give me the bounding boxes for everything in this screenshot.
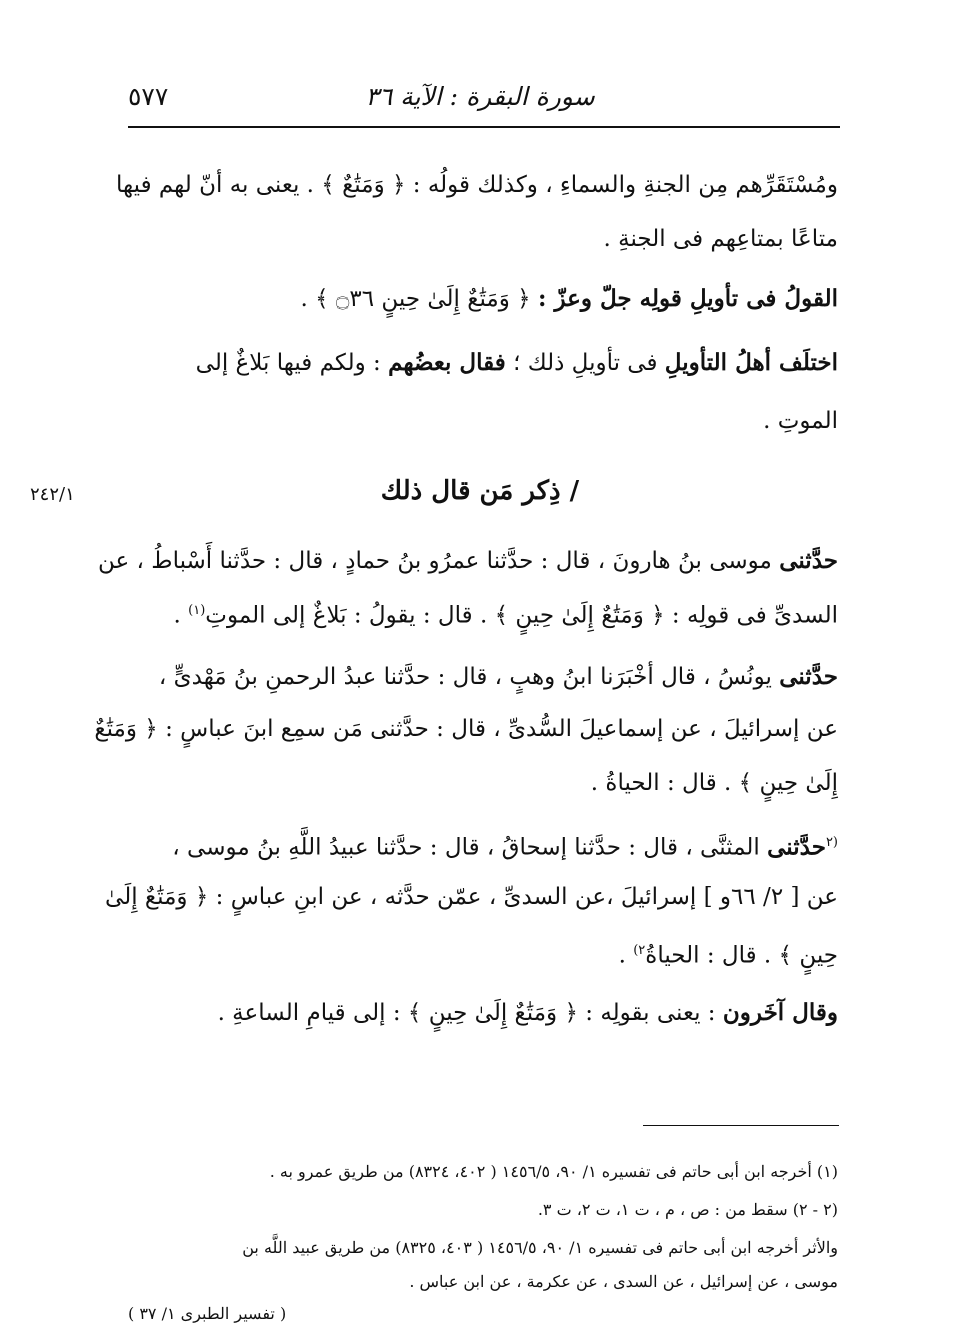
page-number: ٥٧٧	[128, 82, 169, 111]
text-segment: حِينٍ ﴾ . قال : الحياةُ	[645, 942, 838, 969]
text-segment: : يعنى بقولِه : ﴿ وَمَتَٰعٌ إِلَىٰ حِينٍ ﴾ : إلى قيامِ الساعةِ .	[217, 1000, 716, 1026]
narration-opener: حدَّثنى	[779, 663, 838, 690]
text-line: إِلَىٰ حِينٍ ﴾ . قال : الحياةُ .	[590, 770, 838, 796]
footnote: والأثر أخرجه ابن أبى حاتم فى تفسيره ١/ ٩٠، ١٤٥٦/٥ ( ٤٠٣، ٨٣٢٥) من طريق عبيد اللَّه بن	[242, 1238, 838, 1257]
footnote-marker: (١)	[188, 603, 206, 618]
narration-opener: حدَّثنى	[779, 547, 838, 574]
footnote-marker: ٢)	[633, 943, 646, 958]
text-line	[126, 594, 838, 633]
text-segment: فى تأويلِ ذلك ؛	[513, 350, 658, 376]
text-segment: السدىِّ فى قولِه : ﴿ وَمَتَٰعٌ إِلَىٰ حِينٍ ﴾ . قال : يقولُ : بَلاغٌ إلى الموتِ	[205, 602, 838, 629]
narration-opener: وقال آخَرون	[722, 999, 838, 1026]
bottom-volume-label: ( تفسير الطبرى ١/ ٣٧ )	[128, 1304, 287, 1323]
text-line	[126, 996, 838, 1030]
text-line: ومُسْتَقَرِّهم مِن الجنةِ والسماءِ ، وكذلك قولُه : ﴿ وَمَتَٰعٌ ﴾ . يعنى به أنّ لهم فيها	[116, 172, 838, 198]
header-rule	[128, 126, 840, 128]
running-header-title: سورة البقرة : الآية ٣٦	[365, 82, 595, 111]
bold-phrase: فقال بعضُهم	[388, 349, 506, 376]
quran-quote: ﴿ وَمَتَٰعٌ إِلَىٰ حِينٍ ۝٣٦ ﴾ .	[300, 286, 531, 312]
text-segment: يونُسُ ، قال أخْبَرَنا ابنُ وهبٍ ، قال : حدَّثنا عبدُ الرحمنِ بنُ مَهْدىٍّ ،	[158, 664, 772, 690]
text-line	[126, 660, 838, 694]
footnote: موسى ، عن إسرائيل ، عن السدى ، عن عكرمة ، عن ابن عباس .	[409, 1272, 838, 1291]
footnote: (١) أخرجه ابن أبى حاتم فى تفسيره ١/ ٩٠، ١٤٥٦/٥ ( ٤٠٢، ٨٣٢٤) من طريق عمرو به .	[269, 1162, 838, 1181]
text-line: الموتِ .	[763, 408, 838, 434]
text-segment: المثنَّى ، قال : حدَّثنا إسحاقُ ، قال : حدَّثنا عبيدُ اللَّهِ بنُ موسى ،	[172, 834, 760, 861]
chapter-intro-bold: القولُ فى تأويلِ قولِه جلّ وعزّ :	[537, 285, 838, 312]
narration-opener: حدَّثنى	[767, 833, 826, 861]
footnote: (٢ - ٢) سقط من : ص ، م ، ت ١، ت ٢، ت ٣.	[537, 1200, 838, 1219]
footnote-marker: (٢	[825, 835, 838, 850]
text-line	[126, 934, 838, 973]
text-line	[98, 544, 838, 578]
text-segment: : ولكم فيها بَلاغٌ إلى	[195, 350, 381, 376]
text-line: عن إسرائيلَ ، عن إسماعيلَ السُّدىِّ ، قال : حدَّثنى مَن سمِع ابنَ عباسٍ : ﴿ وَمَتَٰعٌ	[94, 716, 838, 742]
text-line: عن [ ٢/ ٦٦و ] إسرائيلَ ،عن السدىِّ ، عمّن حدَّثه ، عن ابنِ عباسٍ : ﴿ وَمَتَٰعٌ إِلَىٰ	[105, 884, 838, 910]
text-line	[126, 346, 838, 380]
margin-reference: ٢٤٢/١	[30, 484, 75, 505]
text-line	[126, 282, 838, 316]
bold-phrase: اختلَف أهلُ التأويلِ	[664, 349, 838, 376]
section-heading: / ذِكر مَن قال ذلك	[380, 476, 580, 506]
text-segment: موسى بنُ هارونَ ، قال : حدَّثنا عمرُو بنُ حمادٍ ، قال : حدَّثنا أَسْباطُ ، عن	[98, 548, 772, 574]
text-line	[126, 826, 838, 865]
footnote-rule	[643, 1125, 839, 1126]
text-segment: .	[618, 942, 626, 969]
text-segment: .	[173, 602, 181, 629]
text-line: متاعًا بمتاعِهم فى الجنةِ .	[603, 226, 838, 252]
